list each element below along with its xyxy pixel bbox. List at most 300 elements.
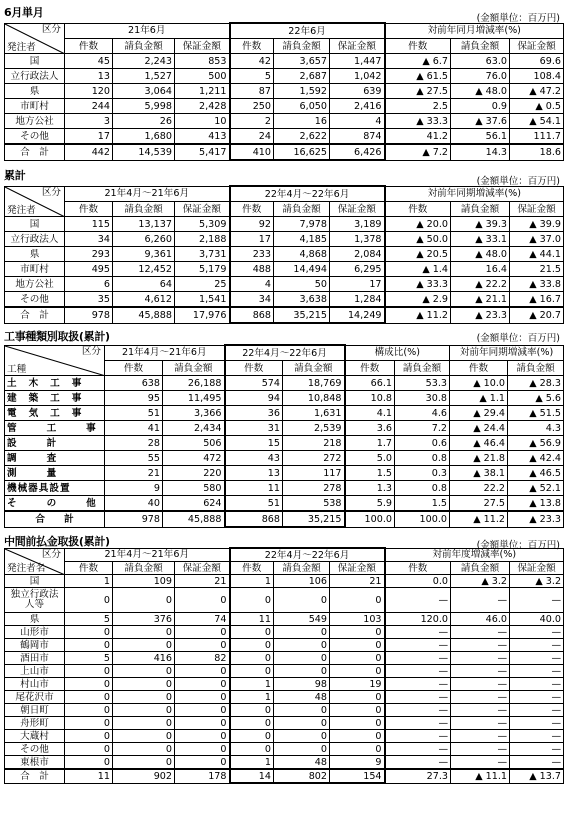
total-cell: ▲ 23.3 [508,511,564,527]
data-cell: 1 [230,691,274,704]
table-row [5,588,564,613]
data-cell: 1 [65,575,113,588]
data-cell: 120 [65,84,113,99]
row-label: 上山市 [5,665,65,678]
data-cell: 1.3 [345,481,395,496]
section-monthly [4,4,564,158]
data-cell: 21.5 [510,262,564,277]
data-cell: ▲ 47.2 [510,84,564,99]
header-kubun: 区分 [81,345,101,357]
data-cell: 0 [175,691,230,704]
data-cell: 0 [274,652,330,665]
data-cell: ▲ 21.1 [451,292,510,308]
data-cell: — [385,626,451,639]
data-cell: 3,064 [113,84,175,99]
row-label: 舟形町 [5,717,65,730]
total-cell: 802 [274,769,330,783]
total-label: 合 計 [5,769,65,783]
data-cell: 9,361 [113,247,175,262]
data-cell: 15 [225,436,283,451]
data-cell: 639 [330,84,385,99]
column-header: 請負金額 [451,39,510,54]
table-row [5,292,564,308]
row-label: 地方公社 [5,277,65,292]
row-label: 国 [5,575,65,588]
row-label: 測量 [5,466,105,481]
data-cell: 13 [225,466,283,481]
data-cell: ▲ 20.5 [385,247,451,262]
header-row-label: 発注者 [7,205,36,216]
data-cell: — [510,588,564,613]
data-cell: 40 [105,496,163,512]
row-label: 建築工事 [5,391,105,406]
data-cell: 500 [175,69,230,84]
data-cell: 0 [175,678,230,691]
column-header: 請負金額 [113,39,175,54]
header-row-groups [5,345,564,361]
data-cell: 98 [274,678,330,691]
header-corner-cell [5,23,65,54]
total-cell: 14.3 [451,144,510,160]
table-row [5,232,564,247]
data-cell: 3.6 [345,421,395,436]
data-cell: 24 [230,129,274,145]
column-header: 請負金額 [113,202,175,217]
data-cell: 0 [113,678,175,691]
data-cell: 220 [163,466,225,481]
table-row [5,262,564,277]
data-cell: 0 [274,717,330,730]
header-kubun: 区分 [41,23,61,35]
data-cell: 41.2 [385,129,451,145]
table-row [5,743,564,756]
data-cell: 111.7 [510,129,564,145]
data-cell: 2,539 [283,421,345,436]
data-cell: 11,495 [163,391,225,406]
data-cell: 21 [330,575,385,588]
data-cell: 4,868 [274,247,330,262]
data-cell: 1,378 [330,232,385,247]
row-label: 管工事 [5,421,105,436]
data-cell: 0 [230,588,274,613]
data-cell: — [385,730,451,743]
data-cell: 2,687 [274,69,330,84]
data-cell: — [451,639,510,652]
table-row [5,421,564,436]
column-header: 件数 [105,361,163,376]
data-cell: — [510,626,564,639]
column-header: 保証金額 [510,39,564,54]
header-kubun: 区分 [41,186,61,198]
data-cell: — [385,717,451,730]
data-cell: 250 [230,99,274,114]
total-cell: ▲ 7.2 [385,144,451,160]
unit-label: (金額単位：百万円) [476,333,560,344]
row-label: 県 [5,613,65,626]
header-corner-cell [5,345,105,376]
data-cell: 4.3 [508,421,564,436]
column-header: 保証金額 [175,39,230,54]
total-cell: ▲ 23.3 [451,307,510,323]
total-cell: 27.3 [385,769,451,783]
column-header: 保証金額 [175,562,230,575]
data-cell: 376 [113,613,175,626]
data-cell: 6,050 [274,99,330,114]
section-cumulative [4,167,564,321]
table-row [5,704,564,717]
data-cell: 1,592 [274,84,330,99]
intermediate-advance-table [4,547,564,784]
column-header: 請負金額 [274,562,330,575]
data-cell: 0.8 [395,451,450,466]
header-row-columns [5,202,564,217]
data-cell: — [451,652,510,665]
data-cell: 853 [175,54,230,69]
total-cell: ▲ 11.2 [385,307,451,323]
data-cell: 0 [230,704,274,717]
column-header: 件数 [230,39,274,54]
group-header-rate: 対前年同月増減率(%) [385,23,564,39]
total-cell: 45,888 [163,511,225,527]
data-cell: — [510,704,564,717]
data-cell: 0 [65,678,113,691]
total-cell: 978 [65,307,113,323]
table-row [5,84,564,99]
column-header: 請負金額 [163,361,225,376]
data-cell: 17 [230,232,274,247]
table-row [5,69,564,84]
row-label: 立行政法人 [5,69,65,84]
data-cell: ▲ 6.7 [385,54,451,69]
work-type-table [4,344,564,528]
data-cell: 17 [330,277,385,292]
data-cell: ▲ 22.2 [451,277,510,292]
row-label: 土木工事 [5,376,105,391]
data-cell: 0 [113,730,175,743]
data-cell: 4,185 [274,232,330,247]
data-cell: 9 [330,756,385,770]
data-cell: 2,622 [274,129,330,145]
data-cell: ▲ 52.1 [508,481,564,496]
data-cell: 13,137 [113,217,175,232]
data-cell: 27.5 [450,496,508,512]
data-cell: 56.1 [451,129,510,145]
column-header: 件数 [385,39,451,54]
column-header: 件数 [65,39,113,54]
data-cell: 0 [330,730,385,743]
data-cell: 5,179 [175,262,230,277]
data-cell: 0 [65,665,113,678]
column-header: 件数 [385,562,451,575]
row-label: 村山市 [5,678,65,691]
data-cell: 45 [65,54,113,69]
column-header: 保証金額 [330,562,385,575]
data-cell: — [385,678,451,691]
data-cell: 48 [274,756,330,770]
data-cell: 31 [225,421,283,436]
data-cell: 1.5 [395,496,450,512]
group-header-rate: 対前年同期増減率(%) [385,186,564,202]
column-header: 件数 [65,562,113,575]
data-cell: 0 [274,743,330,756]
group-header-current: 22年6月 [230,23,385,39]
data-cell: 0 [330,639,385,652]
data-cell: 0 [175,639,230,652]
section-title: 中間前払金取扱(累計) [4,535,110,548]
data-cell: 69.6 [510,54,564,69]
total-cell: 45,888 [113,307,175,323]
data-cell: — [385,691,451,704]
total-cell: 178 [175,769,230,783]
group-header-prev: 21年4月～21年6月 [65,186,230,202]
table-row [5,376,564,391]
header-row-groups [5,23,564,39]
data-cell: 76.0 [451,69,510,84]
table-row [5,451,564,466]
data-cell: — [451,704,510,717]
data-cell: — [510,743,564,756]
section-title: 累計 [4,169,26,182]
data-cell: 0 [175,743,230,756]
table-row [5,114,564,129]
total-cell: ▲ 20.7 [510,307,564,323]
data-cell: 3,657 [274,54,330,69]
data-cell: 538 [283,496,345,512]
data-cell: 0 [65,639,113,652]
data-cell: 0 [175,626,230,639]
data-cell: 0 [330,717,385,730]
data-cell: 10.8 [345,391,395,406]
table-row [5,277,564,292]
data-cell: 120.0 [385,613,451,626]
data-cell: 5,309 [175,217,230,232]
data-cell: — [451,678,510,691]
data-cell: 9 [105,481,163,496]
data-cell: 0 [330,652,385,665]
data-cell: 1,680 [113,129,175,145]
row-label: 尾花沢市 [5,691,65,704]
data-cell: ▲ 27.5 [385,84,451,99]
table-row [5,626,564,639]
data-cell: 0 [175,717,230,730]
data-cell: 0 [65,588,113,613]
row-label: その他 [5,129,65,145]
total-cell: 5,417 [175,144,230,160]
data-cell: 30.8 [395,391,450,406]
data-cell: 218 [283,436,345,451]
row-label: 鶴岡市 [5,639,65,652]
data-cell: 5 [230,69,274,84]
data-cell: 7.2 [395,421,450,436]
table-row [5,717,564,730]
data-cell: 580 [163,481,225,496]
data-cell: 21 [175,575,230,588]
data-cell: — [451,743,510,756]
data-cell: 0 [330,626,385,639]
data-cell: 1,284 [330,292,385,308]
data-cell: ▲ 28.3 [508,376,564,391]
data-cell: — [385,665,451,678]
data-cell: 4 [230,277,274,292]
data-cell: 28 [105,436,163,451]
row-label: 市町村 [5,262,65,277]
row-label: その他 [5,743,65,756]
total-row [5,511,564,527]
data-cell: 6,295 [330,262,385,277]
total-cell: 16,625 [274,144,330,160]
data-cell: 7,978 [274,217,330,232]
data-cell: 416 [113,652,175,665]
data-cell: 51 [105,406,163,421]
total-cell: 35,215 [283,511,345,527]
row-label: 立行政法人 [5,232,65,247]
data-cell: 0 [113,756,175,770]
data-cell: 0.9 [451,99,510,114]
total-cell: 100.0 [395,511,450,527]
data-cell: 3,731 [175,247,230,262]
table-row [5,129,564,145]
data-cell: ▲ 0.5 [510,99,564,114]
data-cell: ▲ 61.5 [385,69,451,84]
data-cell: 0 [274,665,330,678]
table-row [5,54,564,69]
data-cell: — [451,756,510,770]
data-cell: 50 [274,277,330,292]
data-cell: 1,631 [283,406,345,421]
data-cell: 0 [274,588,330,613]
section-work-type [4,328,564,528]
header-corner-cell [5,548,65,575]
data-cell: 1.7 [345,436,395,451]
data-cell: ▲ 33.8 [510,277,564,292]
column-header: 保証金額 [330,39,385,54]
column-header: 請負金額 [451,562,510,575]
data-cell: ▲ 33.3 [385,114,451,129]
data-cell: 5 [65,613,113,626]
column-header: 請負金額 [508,361,564,376]
unit-label: (金額単位：百万円) [476,176,560,187]
table-row [5,756,564,770]
data-cell: 18,769 [283,376,345,391]
total-cell: 154 [330,769,385,783]
data-cell: 16 [274,114,330,129]
section-title: 工事種類別取扱(累計) [4,330,110,343]
data-cell: 95 [105,391,163,406]
data-cell: 2,243 [113,54,175,69]
data-cell: 3,189 [330,217,385,232]
data-cell: 55 [105,451,163,466]
data-cell: 2,188 [175,232,230,247]
data-cell: 46.0 [451,613,510,626]
data-cell: 34 [65,232,113,247]
data-cell: — [385,704,451,717]
data-cell: — [510,639,564,652]
data-cell: 0 [230,665,274,678]
data-cell: ▲ 38.1 [450,466,508,481]
data-cell: 0 [230,743,274,756]
column-header: 請負金額 [274,202,330,217]
monthly-table [4,22,564,161]
data-cell: 0.3 [395,466,450,481]
data-cell: 506 [163,436,225,451]
data-cell: 0 [65,756,113,770]
section-title: 6月単月 [4,6,44,19]
row-label: 独立行政法人等 [5,588,65,613]
total-cell: 410 [230,144,274,160]
data-cell: 0 [230,626,274,639]
row-label: 調査 [5,451,105,466]
data-cell: 53.3 [395,376,450,391]
data-cell: 103 [330,613,385,626]
data-cell: 1 [230,575,274,588]
table-row [5,652,564,665]
data-cell: 92 [230,217,274,232]
data-cell: 0 [230,639,274,652]
table-row [5,665,564,678]
data-cell: 0 [65,743,113,756]
data-cell: 1.5 [345,466,395,481]
data-cell: 6,260 [113,232,175,247]
data-cell: 115 [65,217,113,232]
data-cell: 12,452 [113,262,175,277]
data-cell: 94 [225,391,283,406]
total-cell: 11 [65,769,113,783]
data-cell: 4.1 [345,406,395,421]
data-cell: 624 [163,496,225,512]
data-cell: — [451,626,510,639]
data-cell: 2,428 [175,99,230,114]
data-cell: ▲ 37.0 [510,232,564,247]
data-cell: 13 [65,69,113,84]
data-cell: 0 [175,588,230,613]
data-cell: — [510,756,564,770]
group-header-prev: 21年4月～21年6月 [65,548,230,562]
total-cell: 978 [105,511,163,527]
data-cell: 1,211 [175,84,230,99]
data-cell: 874 [330,129,385,145]
data-cell: 43 [225,451,283,466]
data-cell: 0 [65,730,113,743]
total-cell: ▲ 13.7 [510,769,564,783]
data-cell: 36 [225,406,283,421]
table-row [5,481,564,496]
total-cell: 14,539 [113,144,175,160]
data-cell: 244 [65,99,113,114]
data-cell: 0 [230,717,274,730]
data-cell: 1,527 [113,69,175,84]
data-cell: — [451,730,510,743]
table-row [5,639,564,652]
group-header-rate: 対前年度増減率(%) [385,548,564,562]
data-cell: 11 [225,481,283,496]
data-cell: 638 [105,376,163,391]
total-row [5,769,564,783]
table-row [5,217,564,232]
total-label: 合 計 [5,144,65,160]
data-cell: ▲ 1.4 [385,262,451,277]
data-cell: 109 [113,575,175,588]
unit-label: (金額単位：百万円) [476,540,560,551]
data-cell: ▲ 16.7 [510,292,564,308]
data-cell: 0 [113,665,175,678]
group-header-ratio: 構成比(%) [345,345,450,361]
data-cell: ▲ 44.1 [510,247,564,262]
data-cell: 0 [230,652,274,665]
data-cell: ▲ 50.0 [385,232,451,247]
group-header-current: 22年4月～22年6月 [225,345,345,361]
total-row [5,307,564,323]
data-cell: — [451,665,510,678]
